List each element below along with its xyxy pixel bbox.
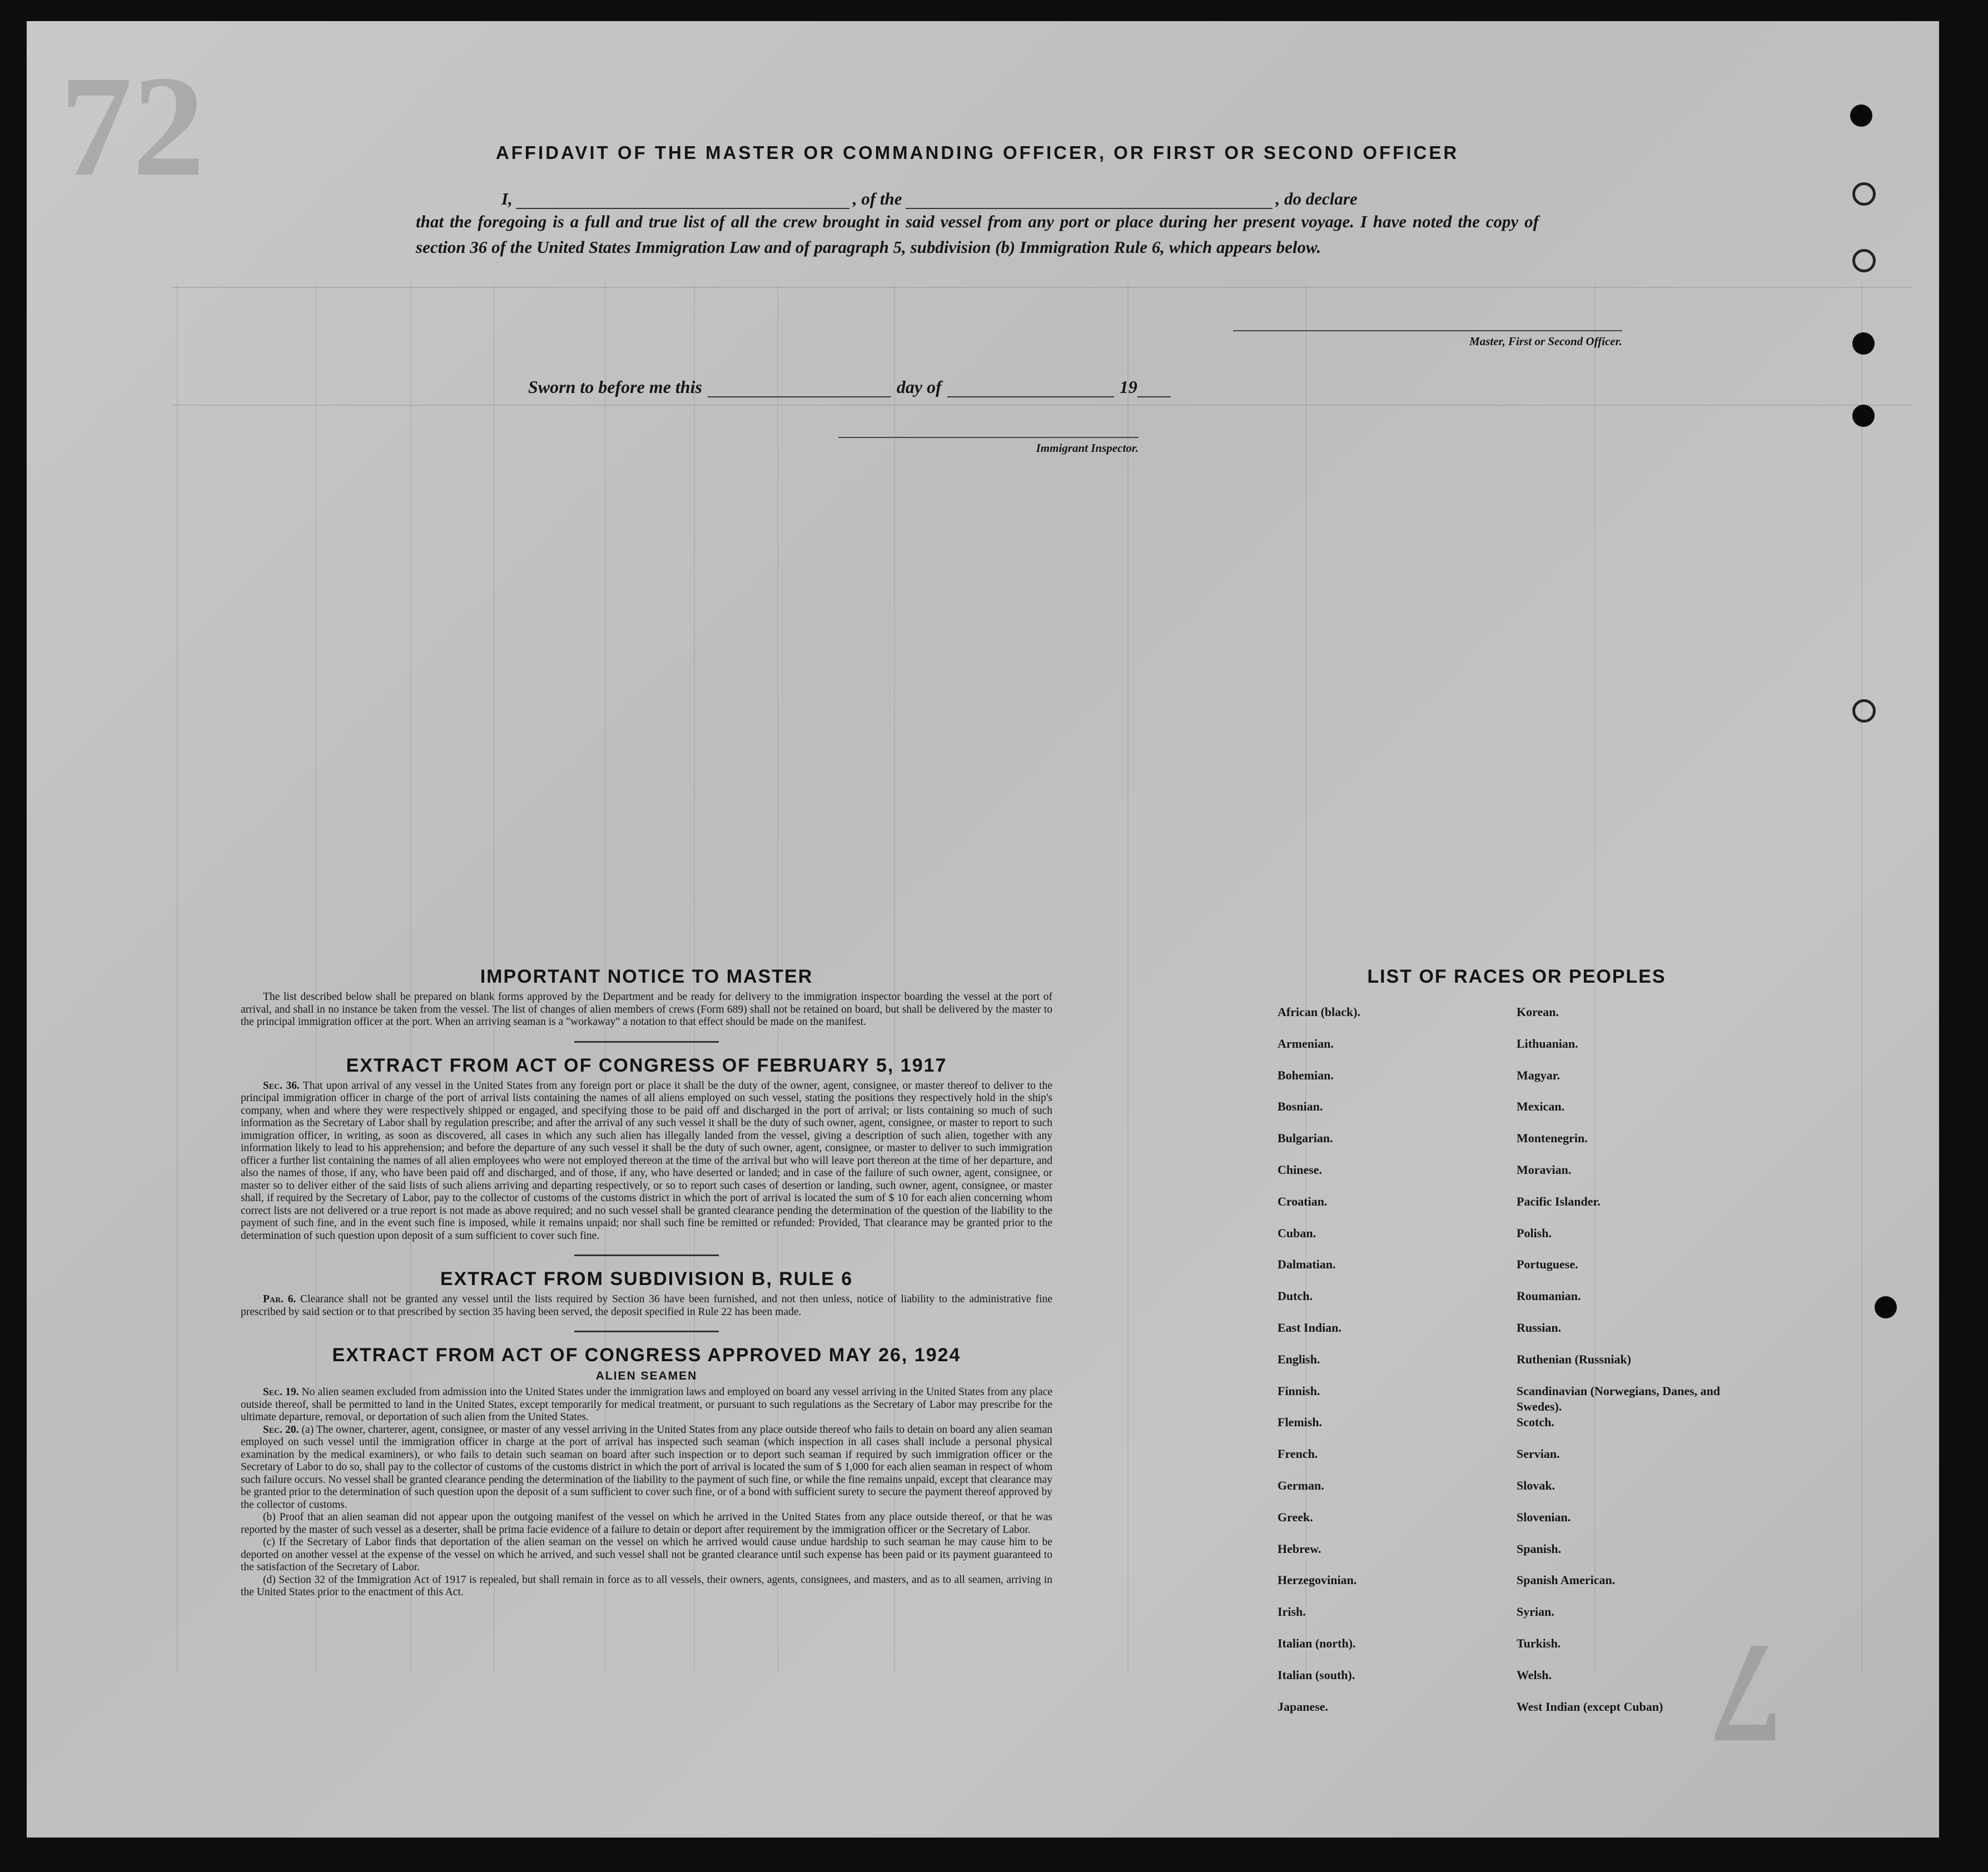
sec-20d-text: (d) Section 32 of the Immigration Act of 1917 is repealed, but shall remain in force as to all vessels, their owners, agents, consignees, and masters, and as to all seamen, arriving in the United States prior to the enactment of this Act.	[241, 1574, 1052, 1598]
ghost-column	[1127, 282, 1129, 1672]
race-item: Russian.	[1517, 1320, 1562, 1335]
name-blank	[516, 191, 849, 209]
punch-hole-ring	[1852, 699, 1876, 723]
race-item: Bohemian.	[1278, 1068, 1334, 1082]
sworn-text: Sworn to before me this	[528, 377, 702, 397]
race-item: Slovenian.	[1517, 1510, 1571, 1524]
extract-1924-title: EXTRACT FROM ACT OF CONGRESS APPROVED MAY 26, 1924	[332, 1345, 961, 1366]
race-item: Scotch.	[1517, 1415, 1554, 1430]
race-item: Finnish.	[1278, 1383, 1320, 1398]
section-divider	[574, 1041, 719, 1043]
race-item: East Indian.	[1278, 1320, 1341, 1335]
races-left-column	[1278, 1004, 1517, 1730]
ghost-column	[177, 282, 178, 1672]
race-item: Spanish.	[1517, 1541, 1562, 1556]
sec-20-label: Sec. 20.	[263, 1423, 299, 1436]
race-item: Italian (north).	[1278, 1636, 1356, 1650]
decl-do-declare: , do declare	[1275, 189, 1358, 208]
punch-hole	[1852, 405, 1875, 427]
ghost-column	[1861, 282, 1862, 1672]
section-divider	[574, 1331, 719, 1332]
extracts-column	[241, 966, 1052, 1599]
race-item: Bulgarian.	[1278, 1131, 1333, 1146]
month-blank	[947, 380, 1114, 397]
sec-19-text: No alien seamen excluded from admission into the United States under the immigration laws and employed on board any vessel arriving in the United States from any place outside thereof, shall be permitted to land in the United States, except temporarily for medical treatment, or pursuant to such regulations as the Secretary of Labor may prescribe for the ultimate departure, removal, or deportation of such alien from the United States.	[241, 1386, 1053, 1423]
races-columns	[1278, 1004, 1756, 1730]
sec-20c-text: (c) If the Secretary of Labor finds that deportation of the alien seaman on the vessel on which he arrived would cause undue hardship to such seaman he may cause him to be deported on another vessel at the expense of the vessel on which he arrived, and such vessel shall not be granted clearance until such expense has been paid or its payment guaranteed to the satisfaction of the Secretary of Labor.	[241, 1536, 1052, 1573]
race-item: Scandinavian (Norwegians, Danes, and Swedes).	[1517, 1383, 1721, 1413]
year-blank	[1137, 380, 1171, 397]
races-right-column	[1517, 1004, 1756, 1730]
race-item: Servian.	[1517, 1447, 1560, 1461]
race-item: Roumanian.	[1517, 1289, 1581, 1303]
race-item: Armenian.	[1278, 1036, 1334, 1050]
affidavit-section	[416, 142, 1539, 260]
sec-20a-body	[241, 1424, 1052, 1512]
punch-hole	[1852, 332, 1875, 355]
race-item: Montenegrin.	[1517, 1131, 1588, 1146]
day-of-text: day of	[896, 377, 942, 397]
extract-1917-body	[241, 1080, 1052, 1243]
race-item: Greek.	[1278, 1510, 1313, 1524]
ghost-rule	[171, 287, 1911, 288]
race-item: Chinese.	[1278, 1162, 1323, 1177]
race-item: Mexican.	[1517, 1099, 1565, 1114]
race-item: French.	[1278, 1447, 1318, 1461]
affidavit-title: AFFIDAVIT OF THE MASTER OR COMMANDING OFFICER, OR FIRST OR SECOND OFFICER	[495, 142, 1459, 163]
race-item: Spanish American.	[1517, 1573, 1616, 1587]
race-item: Moravian.	[1517, 1162, 1572, 1177]
affidavit-body: that the foregoing is a full and true list of all the crew brought in said vessel from any port or place during her present voyage. I have noted the copy of section 36 of the United States Immigration Law and of paragraph 5, subdivision (b) Immigration Rule 6, which appears below.	[416, 212, 1539, 257]
races-title: LIST OF RACES OR PEOPLES	[1367, 966, 1666, 987]
alien-seamen-subtitle: ALIEN SEAMEN	[595, 1370, 698, 1382]
punch-hole-ring	[1852, 249, 1876, 272]
decl-of-the: , of the	[852, 189, 902, 208]
races-list-section	[1278, 966, 1756, 1730]
ghost-rule	[171, 405, 1911, 406]
race-item: English.	[1278, 1352, 1320, 1366]
race-item: Turkish.	[1517, 1636, 1561, 1650]
sec-36-text: That upon arrival of any vessel in the United States from any foreign port or place it shall be the duty of the owner, agent, consignee, or master thereof to deliver to the principal immigration officer in charge of the port of arrival lists containing the names of all aliens employed on such vessel, stating the positions they respectively hold in the ship's company, when and where they were respectively shipped or engaged, and specifying those to be paid off and discharged in the port of arrival; or lists containing so much of such information as the Secretary of Labor shall by regulation prescribe; and after the arrival of any such vessel it shall be the duty of such owner, agent, consignee, or master to report to such immigration officer, in writing, as soon as discovered, all cases in which any such alien has illegally landed from the vessel, giving a description of such alien, together with any information likely to lead to his apprehension; and before the departure of any such vessel it shall be the duty of such owner, agent, consignee, or master to deliver to such immigration officer a further list containing the names of all alien employees who were not employed thereon at the time of the arrival but who will leave port thereon at the time of her departure, and also the names of those, if any, who have been paid off and discharged, and of those, if any, who have deserted or landed; and in case of the failure of such owner, agent, consignee, or master so to deliver either of the said lists of such aliens arriving and departing respectively, or so to report such cases of desertion or landing, such owner, agent, consignee, or master shall, if required by the Secretary of Labor, pay to the collector of customs of the customs district in which the port of arrival is located the sum of $ 10 for each alien concerning whom correct lists are not delivered or a true report is not made as above required; and no such vessel shall be granted clearance pending the determination of the question of the liability to the payment of such fine, and in the event such fine is imposed, while it remains unpaid; nor shall such fine be remitted or refunded: Provided, That clearance may be granted prior to the determination of such question upon deposit of a sum sufficient to cover such fine.	[241, 1079, 1052, 1242]
race-item: Ruthenian (Russniak)	[1517, 1352, 1632, 1366]
sworn-line	[528, 377, 1171, 397]
race-item: Slovak.	[1517, 1478, 1555, 1492]
race-item: Portuguese.	[1517, 1257, 1578, 1272]
declaration-line	[501, 189, 1539, 209]
race-item: Magyar.	[1517, 1068, 1560, 1082]
master-signature-line: Master, First or Second Officer.	[1233, 330, 1622, 348]
year-prefix: 19	[1119, 377, 1137, 397]
par-6-label: Par. 6.	[263, 1293, 296, 1305]
punch-hole	[1875, 1296, 1897, 1318]
race-item: Hebrew.	[1278, 1541, 1321, 1556]
section-divider	[574, 1254, 719, 1256]
extract-rule6-body	[241, 1293, 1052, 1318]
race-item: Dalmatian.	[1278, 1257, 1336, 1272]
race-item: Japanese.	[1278, 1699, 1329, 1714]
notice-title: IMPORTANT NOTICE TO MASTER	[480, 966, 813, 987]
punch-hole	[1850, 104, 1872, 127]
race-item: German.	[1278, 1478, 1324, 1492]
par-6-text: Clearance shall not be granted any vessel until the lists required by Section 36 have been furnished, and not then unless, notice of liability to the administrative fine prescribed by said section or to that prescribed by section 35 having been served, the deposit specified in Rule 22 has been made.	[241, 1293, 1052, 1318]
inspector-signature-line: Immigrant Inspector.	[838, 437, 1139, 455]
race-item: Herzegovinian.	[1278, 1573, 1357, 1587]
race-item: Cuban.	[1278, 1226, 1316, 1240]
ghost-page-number-lower: 7	[1711, 1614, 1783, 1774]
race-item: Lithuanian.	[1517, 1036, 1578, 1050]
race-item: West Indian (except Cuban)	[1517, 1699, 1663, 1714]
decl-i: I,	[501, 189, 513, 208]
race-item: Syrian.	[1517, 1605, 1554, 1619]
race-item: African (black).	[1278, 1005, 1361, 1019]
sec-20a-text: (a) The owner, charterer, agent, consignee, or master of any vessel arriving in the United States from any place outside thereof who fails to detain on board any alien seaman employed on such vessel until the immigration officer in charge at the port of arrival has inspected such seaman (which inspection in all cases shall include a personal physical examination by the medical examiners), or who fails to detain such seaman on board after such inspection or to deport such seaman if required by such immigration officer or the Secretary of Labor to do so, shall pay to the collector of customs of the customs district in which the port of arrival is located the sum of $ 1,000 for each alien seaman in respect of whom such failure occurs. No vessel shall be granted clearance pending the determination of the liability to the payment of such fine, or while the fine remains unpaid, except that clearance may be granted prior to the determination of such question upon the deposit of a sum sufficient to cover such fine, or of a bond with sufficient surety to secure the payment thereof approved by the collector of customs.	[241, 1423, 1053, 1511]
extract-1917-title: EXTRACT FROM ACT OF CONGRESS OF FEBRUARY 5, 1917	[346, 1054, 947, 1076]
race-item: Welsh.	[1517, 1667, 1552, 1682]
extract-rule6-title: EXTRACT FROM SUBDIVISION B, RULE 6	[440, 1268, 853, 1290]
race-item: Dutch.	[1278, 1289, 1313, 1303]
sec-36-label: Sec. 36.	[263, 1079, 300, 1092]
document-sheet	[27, 21, 1939, 1838]
race-item: Flemish.	[1278, 1415, 1323, 1430]
day-blank	[708, 380, 891, 397]
sec-20b-text: (b) Proof that an alien seaman did not appear upon the outgoing manifest of the vessel on which he arrived in the United States from any place outside thereof, or that he was reported by the master of such vessel as a deserter, shall be prima facie evidence of a failure to detain or deport after requirement by the immigration officer or the Secretary of Labor.	[241, 1511, 1052, 1536]
race-item: Croatian.	[1278, 1194, 1328, 1208]
sec-19-body	[241, 1386, 1052, 1424]
race-item: Pacific Islander.	[1517, 1194, 1601, 1208]
notice-body: The list described below shall be prepared on blank forms approved by the Department and be ready for delivery to the immigration inspector boarding the vessel at the port of arrival, and shall in no instance be taken from the vessel. The list of changes of alien members of crews (Form 689) shall not be retained on board, but shall be delivered by the master to the principal immigration officer at the port. When an arriving seaman is a "workaway" a notation to that effect should be made on the manifest.	[241, 991, 1052, 1028]
race-item: Italian (south).	[1278, 1667, 1355, 1682]
ghost-page-number: 72	[60, 46, 205, 206]
race-item: Korean.	[1517, 1005, 1559, 1019]
vessel-blank	[906, 191, 1273, 209]
race-item: Irish.	[1278, 1605, 1306, 1619]
race-item: Polish.	[1517, 1226, 1552, 1240]
race-item: Bosnian.	[1278, 1099, 1323, 1114]
punch-hole-ring	[1852, 182, 1876, 206]
sec-19-label: Sec. 19.	[263, 1386, 299, 1398]
